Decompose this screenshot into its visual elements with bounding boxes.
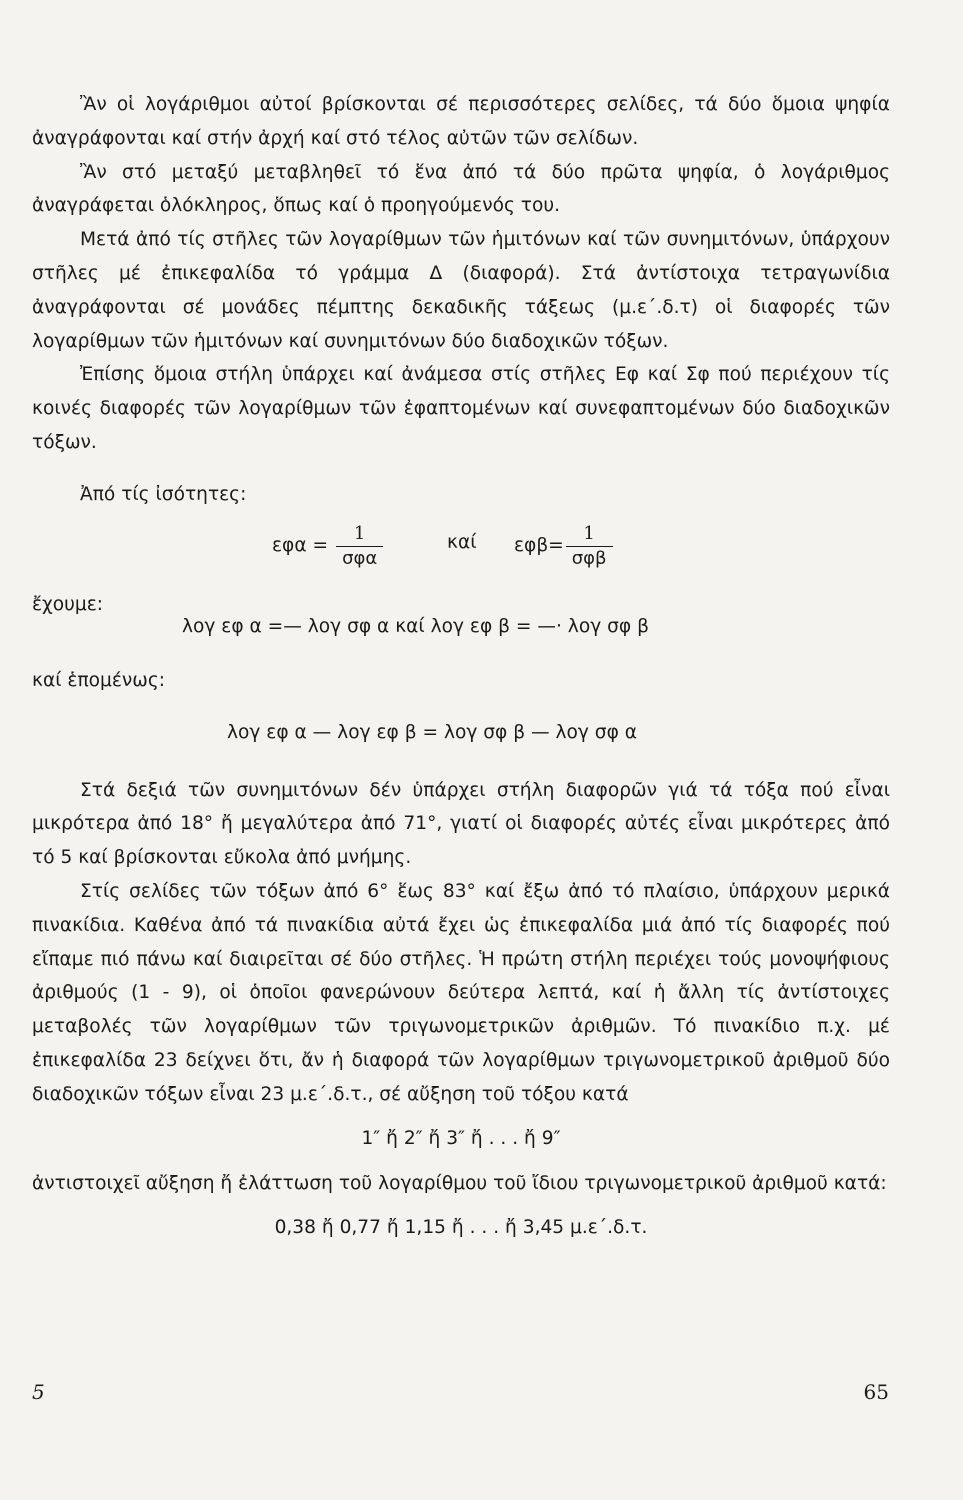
fraction-b-numerator: 1: [583, 522, 595, 544]
fraction-a: [336, 522, 383, 571]
paragraph: ἀντιστοιχεῖ αὔξηση ἤ ἐλάττωση τοῦ λογαρίθμου τοῦ ἴδιου τριγωνομετρικοῦ ἀριθμοῦ κατά:: [32, 1173, 887, 1195]
formula-reciprocal: [32, 522, 890, 588]
formula-lhs-b: εφβ=: [514, 535, 564, 557]
fraction-a-denominator: σφα: [336, 546, 383, 571]
from-equalities-line: Ἀπό τίς ἰσότητες:: [80, 483, 247, 505]
fraction-b: [566, 522, 613, 571]
values-line: 0,38 ἤ 0,77 ἤ 1,15 ἤ . . . ἤ 3,45 μ.ε΄.δ.τ.: [274, 1217, 648, 1239]
formula-lhs-a: εφα =: [272, 535, 329, 557]
paragraph: Ἂν οἱ λογάριθμοι αὐτοί βρίσκονται σέ περισσότερες σελίδες, τά δύο ὅμοια ψηφία ἀναγράφονται καί στήν ἀρχή καί στό τέλος αὐτῶν τῶν σελίδων.: [32, 94, 890, 149]
paragraph: Στίς σελίδες τῶν τόξων ἀπό 6° ἕως 83° καί ἔξω ἀπό τό πλαίσιο, ὑπάρχουν μερικά πινακίδια. Καθένα ἀπό τά πινακίδια αὐτά ἔχει ὡς ἐπικεφαλίδα μιά ἀπό τίς διαφορές πού εἴπαμε πιό πάνω καί διαιρεῖται σέ δύο στῆλες. Ἡ πρώτη στήλη περιέχει τούς μονοψήφιους ἀριθμούς (1 - 9), οἱ ὁποῖοι φανερώνουν δεύτερα λεπτά, καί ἡ ἄλλη τίς ἀντίστοιχες μεταβολές τῶν λογαρίθμων τῶν τριγωνομετρικῶν ἀριθμῶν. Τό πινακίδιο π.χ. μέ ἐπικεφαλίδα 23 δείχνει ὅτι, ἄν ἡ διαφορά τῶν λογαρίθμων τριγωνομετρικοῦ ἀριθμοῦ δύο διαδοχικῶν τόξων εἶναι 23 μ.ε΄.δ.τ., σέ αὔξηση τοῦ τόξου κατά: [32, 880, 890, 1105]
signature-number: 5: [32, 1380, 45, 1404]
and-therefore-label: καί ἑπομένως:: [32, 669, 166, 691]
paragraph: Ἐπίσης ὅμοια στήλη ὑπάρχει καί ἀνάμεσα στίς στῆλες Εφ καί Σφ πού περιέχουν τίς κοινές διαφορές τῶν λογαρίθμων τῶν ἐφαπτομένων καί συνεφαπτομένων δύο διαδοχικῶν τόξων.: [32, 364, 890, 453]
seconds-line: 1″ ἤ 2″ ἤ 3″ ἤ . . . ἤ 9″: [361, 1127, 561, 1149]
paragraph: Στά δεξιά τῶν συνημιτόνων δέν ὑπάρχει στήλη διαφορῶν γιά τά τόξα πού εἶναι μικρότερα ἀπό 18° ἤ μεγαλύτερα ἀπό 71°, γιατί οἱ διαφορές αὐτές εἶναι μικρότερες ἀπό τό 5 καί βρίσκονται εὔκολα ἀπό μνήμης.: [32, 779, 890, 869]
page-body: [32, 88, 890, 1245]
formula-and: καί: [447, 531, 477, 553]
paragraph: Ἂν στό μεταξύ μεταβληθεῖ τό ἕνα ἀπό τά δύο πρῶτα ψηφία, ὁ λογάριθμος ἀναγράφεται ὁλόκληρος, ὅπως καί ὁ προηγούμενός του.: [32, 161, 890, 217]
fraction-b-denominator: σφβ: [566, 546, 613, 571]
page-footer: [0, 1380, 963, 1420]
paragraph: Μετά ἀπό τίς στῆλες τῶν λογαρίθμων τῶν ἡμιτόνων καί τῶν συνημιτόνων, ὑπάρχουν στῆλες μέ ἐπικεφαλίδα τό γράμμα Δ (διαφορά). Στά ἀντίστοιχα τετραγωνίδια ἀναγράφονται σέ μονάδες πέμπτης δεκαδικῆς τάξεως (μ.ε΄.δ.τ) οἱ διαφορές τῶν λογαρίθμων τῶν ἡμιτόνων καί συνημιτόνων δύο διαδοχικῶν τόξων.: [32, 229, 890, 352]
page-number: 65: [863, 1380, 889, 1404]
fraction-a-numerator: 1: [353, 522, 366, 544]
we-have-label: ἔχουμε:: [32, 593, 104, 615]
formula-log-relation: λογ εφ α =— λογ σφ α καί λογ εφ β = —· λογ σφ β: [182, 615, 649, 637]
formula-difference: λογ εφ α — λογ εφ β = λογ σφ β — λογ σφ α: [227, 721, 638, 743]
